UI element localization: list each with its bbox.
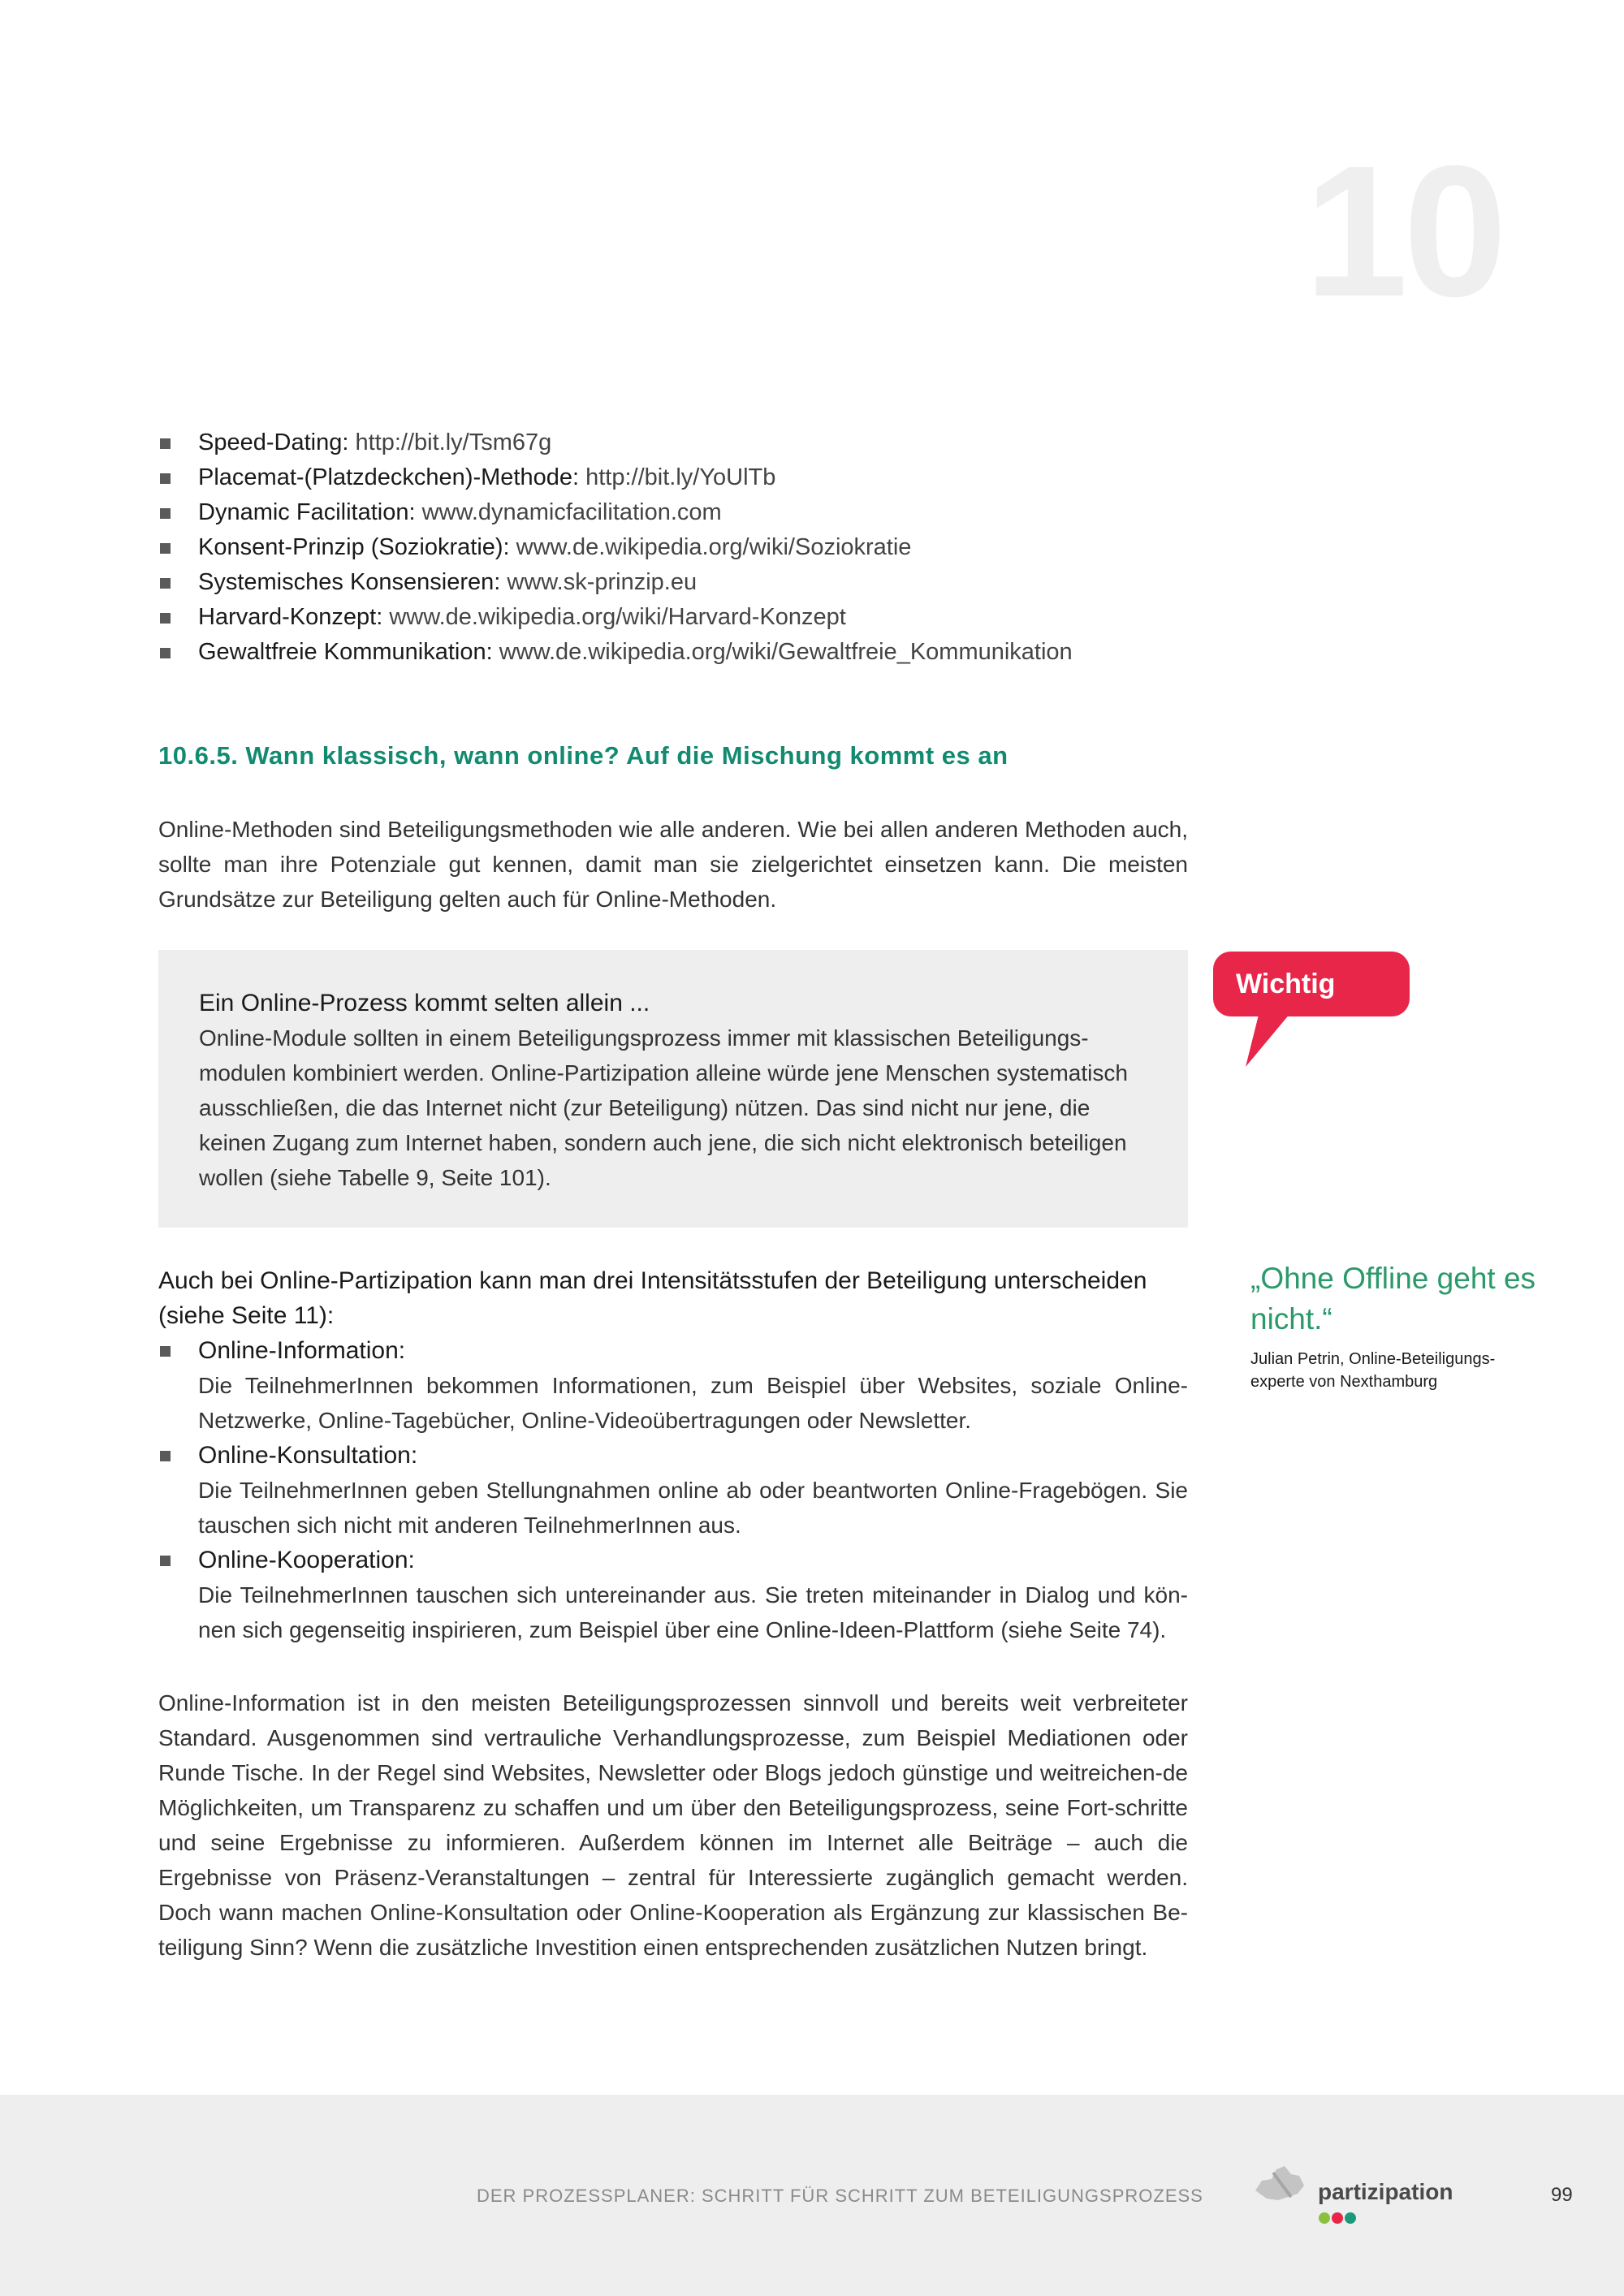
chapter-number: 10 [1304, 127, 1502, 335]
list-item [158, 530, 1214, 565]
logo-text: partizipation [1318, 2179, 1453, 2204]
link-url[interactable]: www.sk-prinzip.eu [507, 569, 698, 595]
link-label: Gewaltfreie Kommunikation: [198, 639, 493, 665]
footer-title: DER PROZESSPLANER: SCHRITT FÜR SCHRITT ZUM BETEILIGUNGSPROZESS [477, 2186, 1203, 2206]
link-label: Harvard-Konzept: [198, 604, 383, 630]
partizipation-logo [1249, 2160, 1492, 2241]
bullet-icon [160, 578, 171, 589]
link-label: Konsent-Prinzip (Soziokratie): [198, 534, 510, 560]
link-label: Placemat-(Platzdeckchen)-Methode: [198, 464, 580, 490]
bullet-icon [160, 648, 171, 658]
list-item [158, 495, 1214, 530]
info-box-text: Online-Module sollten in einem Beteiligungsprozess immer mit klassischen Beteiligungs-modulen kombiniert werden. Online-Partizipation alleine würde jene Menschen systematisch ausschließen, die das Internet nicht (zur Beteiligung) nützen. Das sind nicht nur jene, die keinen Zugang zum Internet haben, sondern auch jene, die sich nicht elektronisch beteiligen wollen (siehe Tabelle 9, Seite 101). [199, 1025, 1128, 1190]
stage-text: Die TeilnehmerInnen tauschen sich untereinander aus. Sie treten miteinander in Dialog und kön-nen sich gegenseitig inspirieren, zum Beispiel über eine Online-Ideen-Plattform (siehe Seite 74). [198, 1582, 1188, 1642]
vienna-map-icon [1249, 2160, 1314, 2216]
list-item [158, 425, 1214, 460]
logo-dots-icon [1318, 2211, 1375, 2227]
bullet-icon [160, 1346, 171, 1357]
list-item [158, 460, 1214, 495]
wichtig-callout [1213, 952, 1410, 1016]
stage-title: Online-Information: [198, 1337, 406, 1364]
list-item [158, 1543, 1188, 1647]
bullet-icon [160, 543, 171, 554]
quote-text: „Ohne Offline geht es nicht.“ [1250, 1262, 1536, 1336]
link-label: Dynamic Facilitation: [198, 499, 416, 525]
list-item [158, 600, 1214, 635]
bullet-icon [160, 1556, 171, 1566]
stages-intro: Auch bei Online-Partizipation kann man drei Intensitätsstufen der Beteiligung unterscheiden (siehe Seite 11): [158, 1267, 1147, 1329]
bullet-icon [160, 1451, 171, 1461]
method-links-list [158, 425, 1214, 670]
list-item [158, 565, 1214, 600]
page-footer [0, 2095, 1624, 2296]
list-item [158, 1438, 1188, 1543]
link-label: Speed-Dating: [198, 429, 349, 455]
intro-paragraph: Online-Methoden sind Beteiligungsmethoden wie alle anderen. Wie bei allen anderen Methoden auch, sollte man ihre Potenziale gut kennen, damit man sie zielgerichtet einsetzen kann. Die meisten Grundsätze zur Beteiligung gelten auch für Online-Methoden. [158, 817, 1188, 912]
list-item [158, 1333, 1188, 1438]
link-url[interactable]: http://bit.ly/YoUlTb [585, 464, 776, 490]
stage-text: Die TeilnehmerInnen bekommen Informationen, zum Beispiel über Websites, soziale Online-Netzwerke, Online-Tagebücher, Online-Videoübertragungen oder Newsletter. [198, 1373, 1188, 1433]
intensity-stages [158, 1263, 1188, 1647]
bullet-icon [160, 508, 171, 519]
closing-paragraph: Online-Information ist in den meisten Beteiligungsprozessen sinnvoll und bereits weit verbreiteter Standard. Ausgenommen sind vertrauliche Verhandlungsprozesse, zum Beispiel Mediationen oder Runde Tische. In der Regel sind Websites, Newsletter oder Blogs jedoch günstige und weitreichen-de Möglichkeiten, um Transparenz zu schaffen und um über den Beteiligungsprozess, seine Fort-schritte und seine Ergebnisse zu informieren. Außerdem können im Internet alle Beiträge – auch die Ergebnisse von Präsenz-Veranstaltungen – zentral für Interessierte zugänglich gemacht werden. Doch wann machen Online-Konsultation oder Online-Kooperation als Ergänzung zur klassischen Be-teiligung Sinn? Wenn die zusätzliche Investition einen entsprechenden zusätzlichen Nutzen bringt. [158, 1690, 1188, 1960]
link-url[interactable]: www.de.wikipedia.org/wiki/Soziokratie [516, 534, 912, 560]
link-url[interactable]: www.dynamicfacilitation.com [421, 499, 722, 525]
info-box [158, 950, 1188, 1228]
stages-list [158, 1333, 1188, 1647]
section-heading: 10.6.5. Wann klassisch, wann online? Auf die Mischung kommt es an [158, 741, 1009, 770]
link-url[interactable]: www.de.wikipedia.org/wiki/Harvard-Konzept [389, 604, 846, 630]
wichtig-label: Wichtig [1213, 952, 1410, 1016]
stage-title: Online-Kooperation: [198, 1547, 415, 1573]
bullet-icon [160, 438, 171, 449]
bullet-icon [160, 613, 171, 624]
list-item [158, 635, 1214, 670]
link-url[interactable]: www.de.wikipedia.org/wiki/Gewaltfreie_Kommunikation [499, 639, 1073, 665]
link-url[interactable]: http://bit.ly/Tsm67g [355, 429, 552, 455]
page-number: 99 [1551, 2184, 1573, 2206]
stage-text: Die TeilnehmerInnen geben Stellungnahmen online ab oder beantworten Online-Fragebögen. Sie tauschen sich nicht mit anderen TeilnehmerInnen aus. [198, 1478, 1188, 1538]
quote-author: Julian Petrin, Online-Beteiligungs-experte von Nexthamburg [1250, 1350, 1496, 1391]
pull-quote [1250, 1258, 1543, 1393]
stage-title: Online-Konsultation: [198, 1442, 418, 1469]
info-box-title: Ein Online-Prozess kommt selten allein ... [199, 990, 650, 1016]
link-label: Systemisches Konsensieren: [198, 569, 501, 595]
bullet-icon [160, 473, 171, 484]
